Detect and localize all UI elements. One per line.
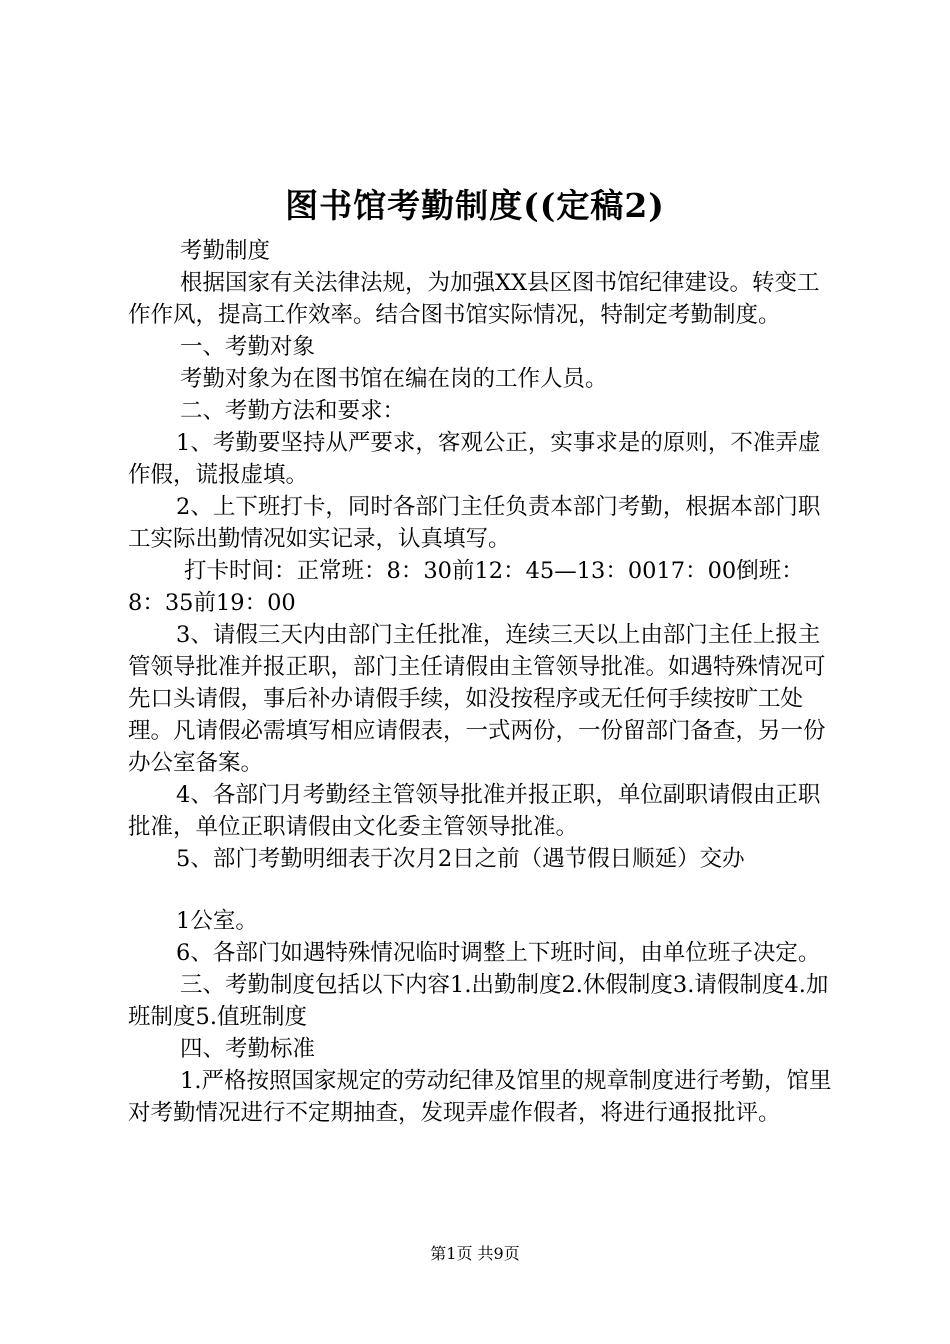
section-heading: 一、考勤对象 [180,334,316,360]
paragraph: 1、考勤要坚持从严要求，客观公正，实事求是的原则，不准弄虚作假，谎报虚填。 [128,430,821,488]
paragraph-heading: 考勤制度 [180,238,271,264]
page-footer: 第1页 共9页 [430,1244,520,1263]
paragraph: 4、各部门月考勤经主管领导批准并报正职，单位副职请假由正职批准，单位正职请假由文化委主管领导批准。 [128,782,821,840]
paragraph: 三、考勤制度包括以下内容1.出勤制度2.休假制度3.请假制度4.加班制度5.值班制度 [128,972,829,1030]
paragraph: 2、上下班打卡，同时各部门主任负责本部门考勤，根据本部门职工实际出勤情况如实记录，认真填写。 [128,494,821,552]
paragraph: 根据国家有关法律法规，为加强XX县区图书馆纪律建设。转变工作作风，提高工作效率。结合图书馆实际情况，特制定考勤制度。 [128,270,820,328]
paragraph: 5、部门考勤明细表于次月2日之前（遇节假日顺延）交办 [176,846,745,872]
document-body [128,235,834,1129]
paragraph: 1公室。 [176,908,258,934]
paragraph: 打卡时间：正常班：8：30前12：45—13：0017：00倒班：8：35前19：00 [128,558,804,616]
paragraph: 1.严格按照国家规定的劳动纪律及馆里的规章制度进行考勤，馆里对考勤情况进行不定期抽查，发现弄虚作假者，将进行通报批评。 [128,1068,832,1126]
section-heading: 二、考勤方法和要求： [180,398,406,424]
paragraph: 考勤对象为在图书馆在编在岗的工作人员。 [180,366,608,392]
document-title: 图书馆考勤制度((定稿2) [285,186,665,225]
paragraph: 3、请假三天内由部门主任批准，连续三天以上由部门主任上报主管领导批准并报正职，部门主任请假由主管领导批准。如遇特殊情况可先口头请假，事后补办请假手续，如没按程序或无任何手续按旷工处理。凡请假必需填写相应请假表，一式两份，一份留部门备查，另一份办公室备案。 [128,622,826,776]
spacer [128,875,834,905]
section-heading: 四、考勤标准 [180,1036,316,1062]
paragraph: 6、各部门如遇特殊情况临时调整上下班时间，由单位班子决定。 [176,940,821,966]
